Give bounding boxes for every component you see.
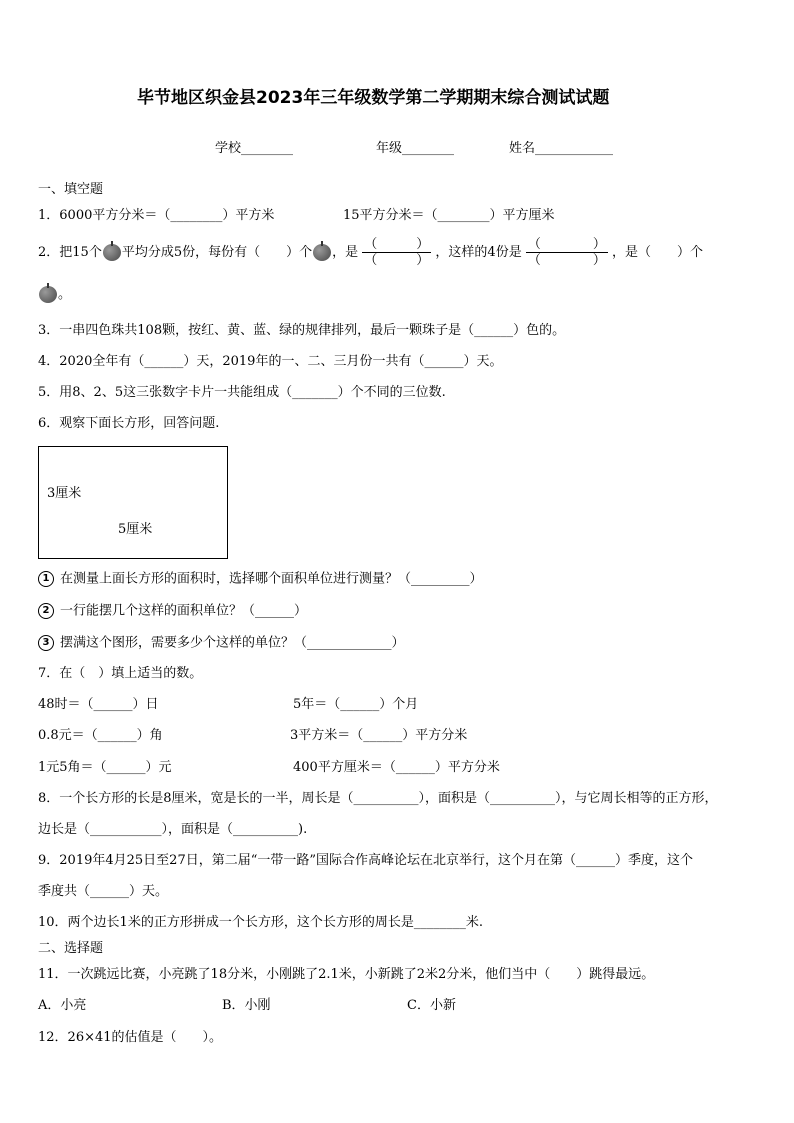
fraction-1-denominator: （ ） — [364, 253, 430, 268]
q6-sub3-text: 摆满这个图形，需要多少个这样的单位？（_____________） — [60, 635, 405, 651]
rectangle-figure — [38, 446, 228, 559]
question-1b: 15平方分米＝（________）平方厘米 — [343, 208, 555, 223]
section-heading-multiple-choice: 二、选择题 — [38, 941, 104, 956]
q7-row2-left: 0.8元＝（______）角 — [38, 728, 163, 743]
fraction-2-denominator: （ ） — [527, 253, 606, 268]
q2-text-4: ，这样的4份是 — [435, 245, 522, 260]
question-2-line1 — [38, 236, 703, 269]
question-9-line1: 9．2019年4月25日至27日，第二届“一带一路”国际合作高峰论坛在北京举行，这个月在第（______）季度，这个 — [38, 853, 694, 868]
q2-text-3: ，是 — [332, 245, 359, 260]
q7-row1-right: 5年＝（______）个月 — [293, 697, 419, 712]
circled-number-2: 2 — [38, 603, 54, 619]
question-12: 12．26×41的估值是（ ）。 — [38, 1030, 223, 1045]
q11-option-c[interactable]: C．小新 — [407, 998, 456, 1013]
q6-sub2-text: 一行能摆几个这样的面积单位？（______） — [60, 603, 308, 619]
question-11: 11．一次跳远比赛，小亮跳了18分米，小刚跳了2.1米，小新跳了2米2分米，他们当中（ ）跳得最远。 — [38, 967, 655, 982]
question-8-line2: 边长是（___________），面积是（__________). — [38, 822, 308, 837]
q11-option-b[interactable]: B．小刚 — [222, 998, 271, 1013]
question-7: 7．在（ ）填上适当的数。 — [38, 666, 203, 681]
section-heading-fill-blank: 一、填空题 — [38, 182, 104, 197]
fraction-2-numerator: （ ） — [527, 237, 606, 252]
q6-sub1-text: 在测量上面长方形的面积时，选择哪个面积单位进行测量？（_________） — [60, 571, 483, 587]
question-5: 5．用8、2、5这三张数字卡片一共能组成（_______）个不同的三位数. — [38, 385, 446, 400]
q11-option-a[interactable]: A．小亮 — [38, 998, 87, 1013]
fraction-1-numerator: （ ） — [364, 237, 430, 252]
q2-text-5: ，是（ ）个 — [612, 245, 704, 260]
q2-text-1: 2．把15个 — [38, 245, 102, 260]
q2-text-2: 平均分成5份，每份有（ ）个 — [121, 245, 313, 260]
question-8-line1: 8．一个长方形的长是8厘米，宽是长的一半，周长是（__________），面积是（__________），与它周长相等的正方形， — [38, 791, 718, 806]
q7-row3-left: 1元5角＝（______）元 — [38, 760, 172, 775]
question-6-sub1 — [38, 571, 483, 588]
question-10: 10．两个边长1米的正方形拼成一个长方形，这个长方形的周长是________米. — [38, 915, 483, 930]
q2-text-6: 。 — [58, 287, 72, 302]
q7-row1-left: 48时＝（______）日 — [38, 697, 159, 712]
rectangle-bottom-label: 5厘米 — [118, 522, 153, 537]
page-title: 毕节地区织金县2023年三年级数学第二学期期末综合测试试题 — [137, 88, 610, 108]
apple-icon — [103, 244, 121, 261]
q7-row2-right: 3平方米＝（______）平方分米 — [290, 728, 468, 743]
question-3: 3．一串四色珠共108颗，按红、黄、蓝、绿的规律排列，最后一颗珠子是（______）色的。 — [38, 323, 566, 338]
fraction-2 — [526, 237, 608, 268]
circled-number-3: 3 — [38, 635, 54, 651]
fraction-1 — [362, 237, 431, 268]
name-field[interactable]: 姓名____________ — [509, 141, 614, 156]
question-1a: 1．6000平方分米＝（________）平方米 — [38, 208, 275, 223]
apple-icon — [39, 286, 57, 303]
q7-row3-right: 400平方厘米＝（______）平方分米 — [293, 760, 500, 775]
apple-icon — [313, 244, 331, 261]
question-9-line2: 季度共（______）天。 — [38, 884, 169, 899]
question-4: 4．2020全年有（______）天，2019年的一、二、三月份一共有（______）天。 — [38, 354, 503, 369]
rectangle-side-label: 3厘米 — [47, 486, 82, 501]
question-6-sub2 — [38, 603, 307, 620]
question-2-line2 — [38, 286, 71, 303]
question-6: 6．观察下面长方形，回答问题. — [38, 416, 220, 431]
school-field[interactable]: 学校________ — [215, 141, 294, 156]
grade-field[interactable]: 年级________ — [376, 141, 455, 156]
circled-number-1: 1 — [38, 571, 54, 587]
question-6-sub3 — [38, 635, 405, 652]
